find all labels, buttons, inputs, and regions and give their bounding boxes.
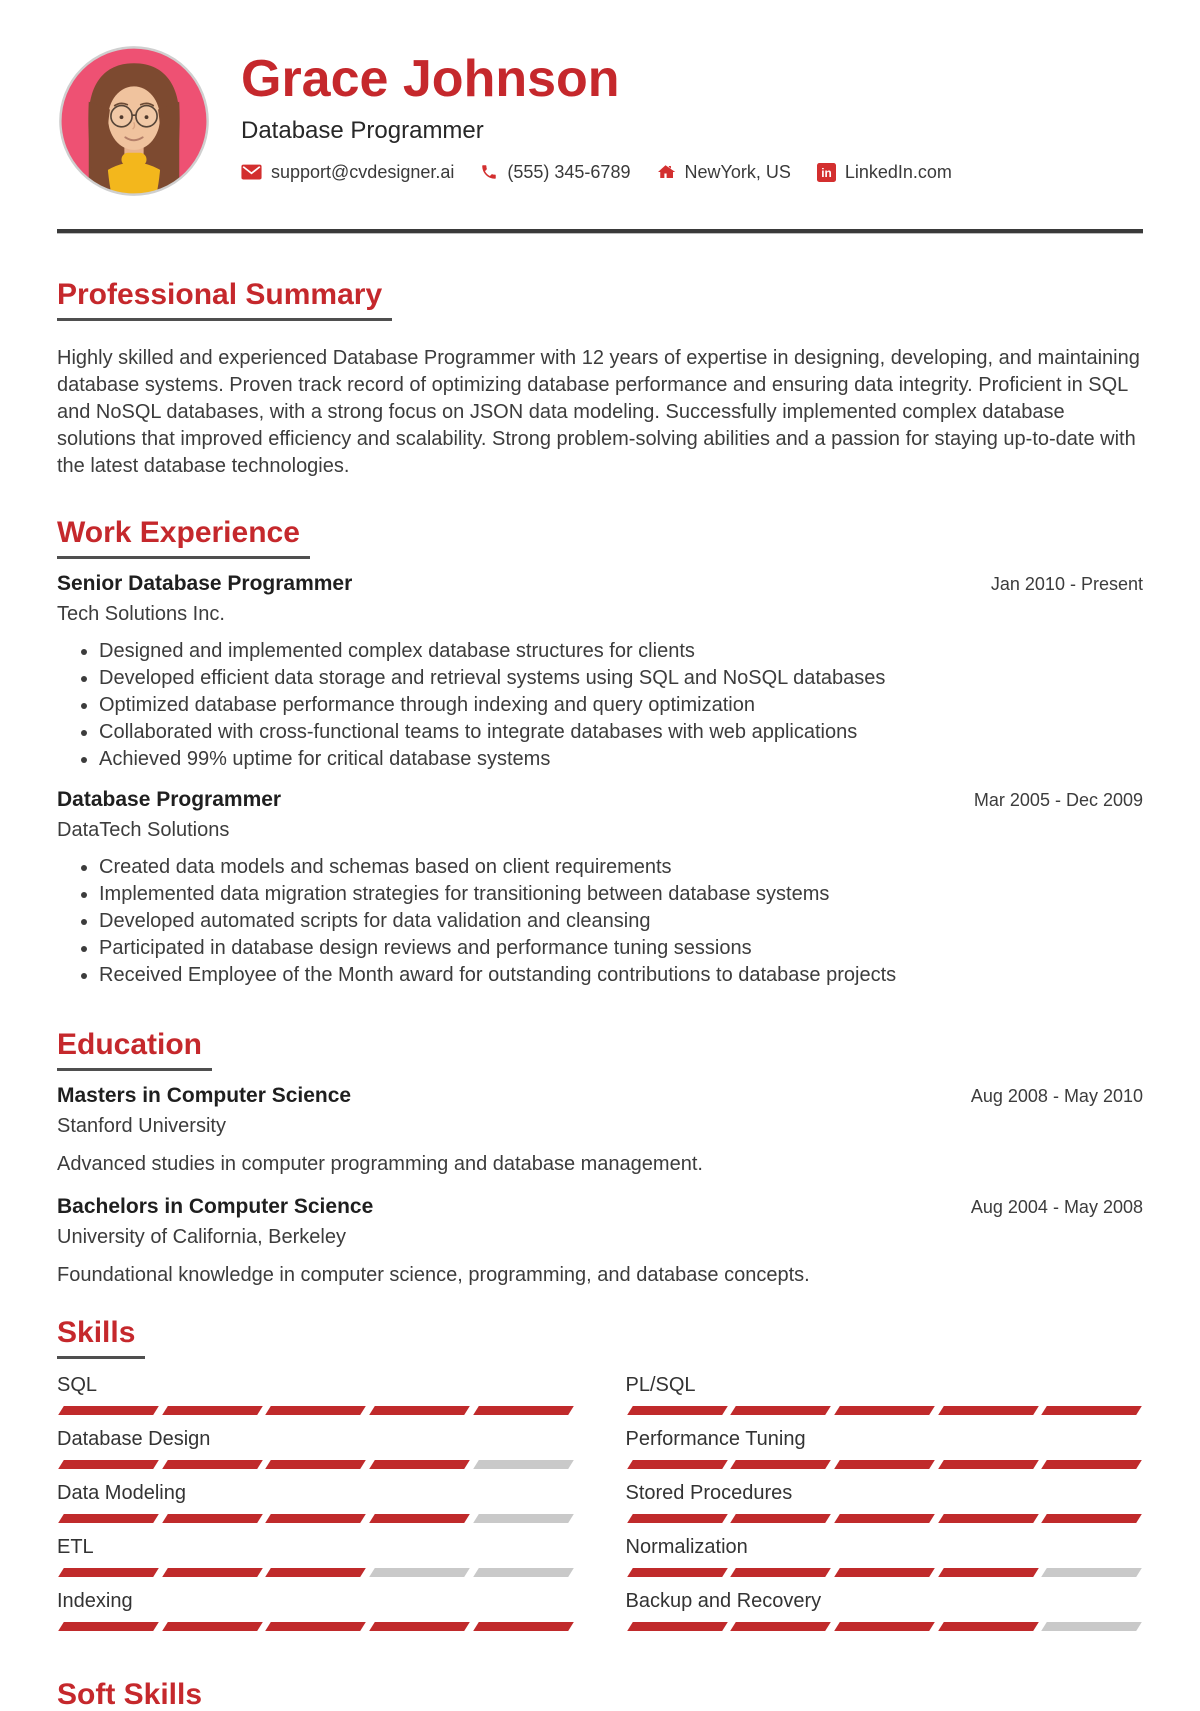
skill-level-bar: [57, 1406, 575, 1415]
skill-bar-segment: [473, 1460, 573, 1469]
skill-bar-segment: [1042, 1460, 1142, 1469]
skill-bar-segment: [627, 1514, 727, 1523]
skill-bar-segment: [162, 1514, 262, 1523]
contact-email-text: support@cvdesigner.ai: [271, 161, 455, 182]
skill-bar-segment: [627, 1406, 727, 1415]
skill-item: [626, 1535, 1144, 1577]
skill-bar-segment: [627, 1460, 727, 1469]
skill-label: Stored Procedures: [625, 1482, 793, 1505]
skill-level-bar: [57, 1514, 575, 1523]
job-bullet: • Implemented data migration strategies for transitioning between database systems: [99, 881, 1143, 908]
header-text-block: [241, 44, 952, 183]
skill-bar-segment: [1042, 1406, 1142, 1415]
resume-header: [57, 0, 1143, 198]
skill-level-bar: [626, 1514, 1144, 1523]
skill-bar-segment: [938, 1622, 1038, 1631]
contact-linkedin-text: LinkedIn.com: [844, 161, 952, 182]
job-title-text: Database Programmer: [57, 787, 282, 811]
contact-location: [656, 162, 790, 183]
skill-bar-segment: [1042, 1514, 1142, 1523]
skill-bar-segment: [162, 1406, 262, 1415]
skill-bar-segment: [938, 1568, 1038, 1577]
skill-bar-segment: [369, 1406, 469, 1415]
degree-institution: Stanford University: [57, 1115, 226, 1138]
skill-item: [626, 1373, 1144, 1415]
skill-bar-segment: [58, 1622, 158, 1631]
job-company: Tech Solutions Inc.: [57, 602, 225, 625]
skill-label: Database Design: [57, 1428, 211, 1451]
skill-item: [626, 1427, 1144, 1469]
skill-bar-segment: [58, 1568, 158, 1577]
skill-bar-segment: [730, 1406, 830, 1415]
skill-label: Performance Tuning: [625, 1428, 806, 1451]
contact-row: [241, 162, 952, 183]
skill-bar-segment: [58, 1514, 158, 1523]
candidate-job-title: Database Programmer: [241, 116, 484, 144]
skill-bar-segment: [938, 1406, 1038, 1415]
job-bullet: • Designed and implemented complex database structures for clients: [99, 638, 1143, 665]
skill-bar-segment: [162, 1622, 262, 1631]
section-skills: [57, 1317, 1143, 1631]
skill-level-bar: [626, 1406, 1144, 1415]
skill-bar-segment: [627, 1622, 727, 1631]
skill-bar-segment: [162, 1460, 262, 1469]
job-dates: Jan 2010 - Present: [990, 573, 1143, 594]
linkedin-icon: [817, 163, 836, 182]
job-bullet-list: [57, 854, 1143, 989]
skill-bar-segment: [162, 1568, 262, 1577]
job-bullet: • Created data models and schemas based on client requirements: [99, 854, 1143, 881]
skill-bar-segment: [834, 1622, 934, 1631]
skill-bar-segment: [834, 1460, 934, 1469]
skill-bar-segment: [369, 1514, 469, 1523]
degree-title: Masters in Computer Science: [57, 1083, 352, 1107]
skill-bar-segment: [1042, 1622, 1142, 1631]
skill-item: [57, 1427, 575, 1469]
experience-entry-head: [57, 787, 1143, 813]
contact-phone: [480, 162, 630, 183]
education-entry: [57, 1194, 1143, 1289]
skill-bar-segment: [369, 1460, 469, 1469]
job-title-text: Senior Database Programmer: [57, 571, 353, 595]
skill-item: [57, 1589, 575, 1631]
skill-level-bar: [626, 1622, 1144, 1631]
skill-bar-segment: [473, 1406, 573, 1415]
skill-bar-segment: [938, 1514, 1038, 1523]
skill-level-bar: [57, 1622, 575, 1631]
candidate-name: Grace Johnson: [241, 50, 620, 108]
skill-bar-segment: [369, 1568, 469, 1577]
skill-bar-segment: [266, 1622, 366, 1631]
degree-institution: University of California, Berkeley: [57, 1226, 346, 1249]
skill-bar-segment: [266, 1514, 366, 1523]
skill-label: Data Modeling: [57, 1482, 186, 1505]
skill-bar-segment: [266, 1568, 366, 1577]
job-bullet: • Developed efficient data storage and retrieval systems using SQL and NoSQL databases: [99, 665, 1143, 692]
skill-bar-segment: [627, 1568, 727, 1577]
skill-bar-segment: [730, 1568, 830, 1577]
skill-label: Backup and Recovery: [625, 1590, 822, 1613]
skill-item: [57, 1481, 575, 1523]
contact-location-text: NewYork, US: [684, 161, 791, 182]
skill-bar-segment: [473, 1514, 573, 1523]
profile-photo-illustration: [57, 44, 211, 198]
job-bullet-list: [57, 638, 1143, 773]
skill-item: [57, 1535, 575, 1577]
degree-dates: Aug 2008 - May 2010: [970, 1085, 1143, 1106]
skill-bar-segment: [1042, 1568, 1142, 1577]
job-bullet: • Received Employee of the Month award for outstanding contributions to database projects: [99, 962, 1143, 989]
skill-bar-segment: [266, 1460, 366, 1469]
contact-phone-text: (555) 345-6789: [507, 161, 631, 182]
section-heading-skills: Skills: [57, 1317, 145, 1359]
section-soft-skills: [57, 1679, 1143, 1711]
job-bullet: • Developed automated scripts for data validation and cleansing: [99, 908, 1143, 935]
skill-bar-segment: [834, 1514, 934, 1523]
section-heading-work-experience: Work Experience: [57, 517, 310, 559]
header-divider: [57, 229, 1143, 234]
skill-level-bar: [626, 1460, 1144, 1469]
section-professional-summary: [57, 279, 1143, 480]
experience-entry-head: [57, 571, 1143, 597]
skill-item: [626, 1481, 1144, 1523]
skill-bar-segment: [938, 1460, 1038, 1469]
degree-title: Bachelors in Computer Science: [57, 1195, 374, 1219]
section-education: [57, 1029, 1143, 1289]
section-work-experience: [57, 517, 1143, 989]
skill-bar-segment: [730, 1514, 830, 1523]
home-icon: [656, 163, 675, 181]
skill-item: [57, 1373, 575, 1415]
profile-photo: [57, 44, 211, 198]
education-entry-head: [57, 1194, 1143, 1220]
skill-label: SQL: [57, 1374, 98, 1397]
skill-label: ETL: [57, 1536, 94, 1559]
skill-bar-segment: [834, 1568, 934, 1577]
section-heading-soft-skills: Soft Skills: [57, 1678, 203, 1711]
skills-grid: [57, 1373, 1143, 1631]
svg-text:in: in: [821, 166, 832, 181]
envelope-icon: [241, 164, 262, 180]
job-dates: Mar 2005 - Dec 2009: [973, 789, 1143, 810]
contact-email: [241, 162, 454, 183]
degree-dates: Aug 2004 - May 2008: [970, 1197, 1143, 1218]
section-heading-professional-summary: Professional Summary: [57, 279, 392, 321]
skill-bar-segment: [58, 1406, 158, 1415]
job-company: DataTech Solutions: [57, 819, 230, 842]
skill-level-bar: [57, 1460, 575, 1469]
education-entry: [57, 1083, 1143, 1178]
skill-bar-segment: [730, 1460, 830, 1469]
skill-level-bar: [626, 1568, 1144, 1577]
job-bullet: • Participated in database design reviews and performance tuning sessions: [99, 935, 1143, 962]
skill-label: PL/SQL: [625, 1374, 696, 1397]
experience-entry: [57, 787, 1143, 989]
skill-level-bar: [57, 1568, 575, 1577]
phone-icon: [480, 163, 498, 181]
education-entry-head: [57, 1083, 1143, 1109]
skill-label: Indexing: [57, 1590, 133, 1613]
experience-entry: [57, 571, 1143, 773]
skill-bar-segment: [58, 1460, 158, 1469]
skill-bar-segment: [473, 1622, 573, 1631]
skill-item: [626, 1589, 1144, 1631]
skill-label: Normalization: [625, 1536, 748, 1559]
skill-bar-segment: [834, 1406, 934, 1415]
degree-description: Foundational knowledge in computer science, programming, and database concepts.: [57, 1264, 810, 1287]
skill-bar-segment: [473, 1568, 573, 1577]
skill-bar-segment: [369, 1622, 469, 1631]
summary-paragraph: Highly skilled and experienced Database Programmer with 12 years of expertise in designing, developing, and maintaining database systems. Proven track record of optimizing database performance and ensuring data integrity. Proficient in SQL and NoSQL databases, with a strong focus on JSON data modeling. Successfully implemented complex database solutions that improved efficiency and scalability. Strong problem-solving abilities and a passion for staying up-to-date with the latest database technologies.: [57, 346, 1140, 477]
skill-bar-segment: [266, 1406, 366, 1415]
job-bullet: • Optimized database performance through indexing and query optimization: [99, 692, 1143, 719]
skill-bar-segment: [730, 1622, 830, 1631]
degree-description: Advanced studies in computer programming and database management.: [57, 1153, 703, 1176]
job-bullet: • Achieved 99% uptime for critical database systems: [99, 746, 1143, 773]
contact-linkedin: [817, 162, 952, 183]
job-bullet: • Collaborated with cross-functional teams to integrate databases with web applications: [99, 719, 1143, 746]
section-heading-education: Education: [57, 1029, 212, 1071]
